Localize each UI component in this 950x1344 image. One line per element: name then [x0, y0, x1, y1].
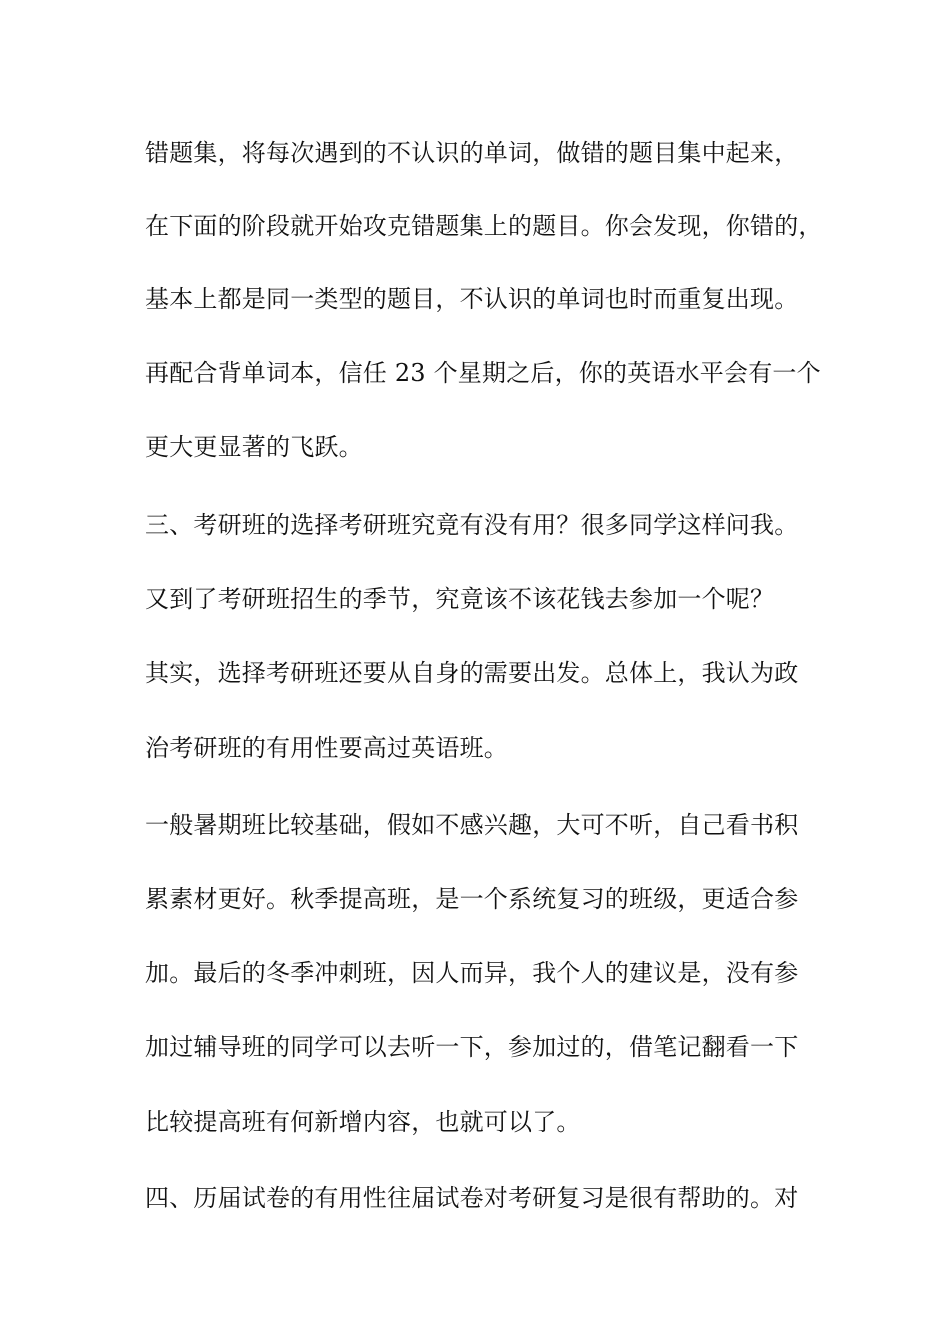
text-line: 加过辅导班的同学可以去听一下，参加过的，借笔记翻看一下	[145, 1033, 799, 1061]
text-line: 错题集，将每次遇到的不认识的单词，做错的题目集中起来，	[145, 139, 799, 167]
section-heading-line: 三、考研班的选择考研班究竟有没有用？很多同学这样问我。	[145, 511, 799, 539]
text-line: 比较提高班有何新增内容，也就可以了。	[145, 1108, 581, 1136]
text-line: 一般暑期班比较基础，假如不感兴趣，大可不听，自己看书积	[145, 811, 799, 839]
text-line: 在下面的阶段就开始攻克错题集上的题目。你会发现，你错的，	[145, 212, 823, 240]
text-line: 再配合背单词本，信任 23 个星期之后，你的英语水平会有一个	[145, 359, 821, 387]
section-heading-line: 四、历届试卷的有用性往届试卷对考研复习是很有帮助的。对	[145, 1184, 799, 1212]
text-line: 累素材更好。秋季提高班，是一个系统复习的班级，更适合参	[145, 885, 799, 913]
text-line: 加。最后的冬季冲刺班，因人而异，我个人的建议是，没有参	[145, 959, 799, 987]
text-line: 其实，选择考研班还要从自身的需要出发。总体上，我认为政	[145, 659, 799, 687]
text-line: 更大更显著的飞跃。	[145, 433, 363, 461]
text-line: 基本上都是同一类型的题目，不认识的单词也时而重复出现。	[145, 285, 799, 313]
text-line: 又到了考研班招生的季节，究竟该不该花钱去参加一个呢？	[145, 585, 775, 613]
text-line: 治考研班的有用性要高过英语班。	[145, 734, 508, 762]
